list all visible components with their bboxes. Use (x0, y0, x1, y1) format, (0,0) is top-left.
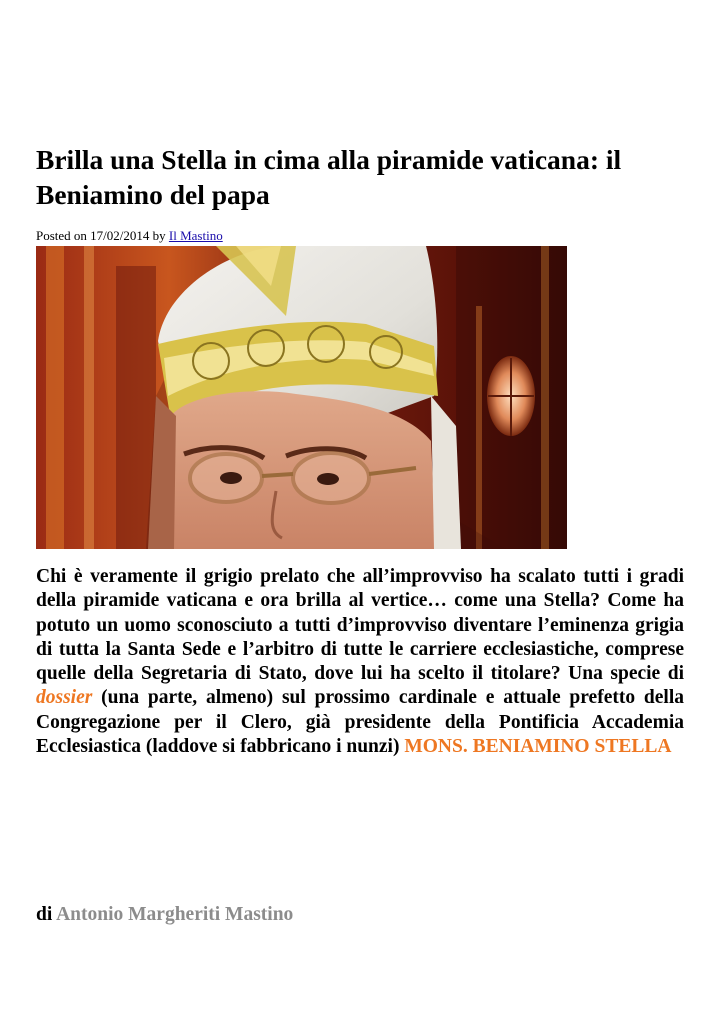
lead-text-part2: (una parte, almeno) sul prossimo cardinale e attuale prefetto della Congregazione per il Clero, già presidente della Pontificia Accademia Ecclesiastica (laddove si fabbricano i nunzi) (36, 687, 684, 758)
byline-author: Antonio Margheriti Mastino (56, 904, 294, 925)
post-meta (36, 228, 223, 244)
by-label: by (152, 228, 166, 243)
byline (36, 903, 293, 927)
author-link[interactable]: Il Mastino (168, 228, 223, 243)
article-title: Brilla una Stella in cima alla piramide vaticana: il Beniamino del papa (36, 144, 622, 210)
article-lead (36, 565, 684, 759)
dossier-emphasis: dossier (36, 687, 93, 709)
byline-prefix: di (36, 904, 53, 925)
posted-prefix: Posted on (36, 228, 87, 243)
portrait-photo (36, 246, 567, 549)
post-date: 17/02/2014 (90, 228, 150, 243)
highlight-name: MONS. BENIAMINO STELLA (404, 736, 672, 758)
lead-text-part1: Chi è veramente il grigio prelato che all’improvviso ha scalato tutti i gradi della piramide vaticana e ora brilla al vertice… come una Stella? Come ha potuto un uomo sconosciuto a tutti d’improvviso diventare l’eminenza grigia di tutta la Santa Sede e l’arbitro di tutte le carriere ecclesiastiche, comprese quelle della Segretaria di Stato, dove lui ha scelto il titolare? Una specie di (36, 566, 684, 685)
